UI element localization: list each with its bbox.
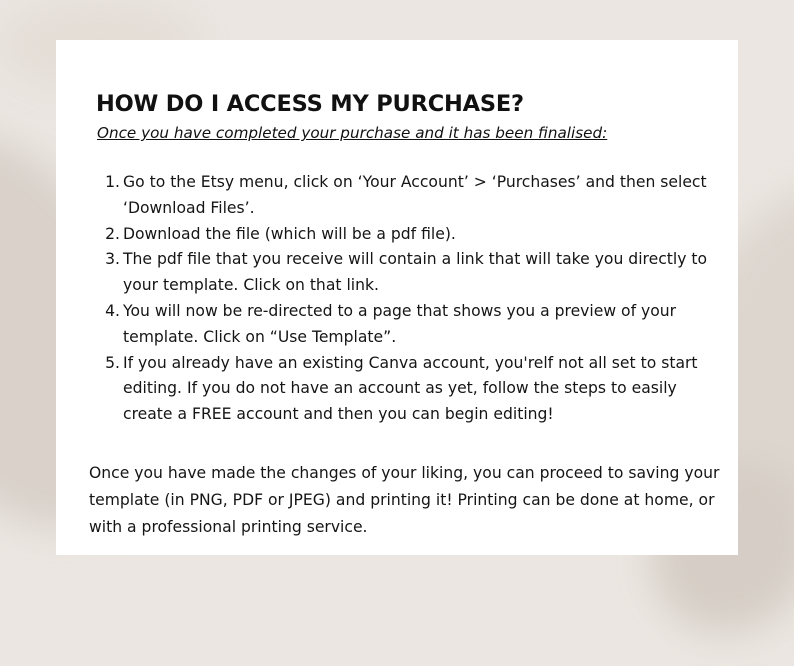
step-item bbox=[100, 222, 720, 248]
step-number: 5. bbox=[105, 353, 120, 372]
step-text: Download the file (which will be a pdf file). bbox=[123, 224, 456, 243]
closing-paragraph: Once you have made the changes of your liking, you can proceed to saving your template (in PNG, PDF or JPEG) and printing it! Printing can be done at home, or with a professional printing service. bbox=[89, 464, 720, 536]
step-number: 4. bbox=[105, 301, 120, 320]
subheading: Once you have completed your purchase and it has been finalised: bbox=[97, 124, 608, 142]
page-title: HOW DO I ACCESS MY PURCHASE? bbox=[96, 91, 524, 117]
step-text: Go to the Etsy menu, click on ‘Your Account’ > ‘Purchases’ and then select ‘Download Files’. bbox=[123, 173, 707, 217]
step-number: 2. bbox=[105, 224, 120, 243]
step-text: You will now be re-directed to a page that shows you a preview of your template. Click on “Use Template”. bbox=[123, 301, 677, 346]
instruction-card bbox=[56, 40, 738, 555]
step-item bbox=[100, 170, 720, 222]
step-number: 1. bbox=[105, 173, 120, 191]
step-item bbox=[100, 247, 720, 299]
steps-list bbox=[100, 170, 720, 428]
step-item bbox=[100, 351, 720, 428]
step-item bbox=[100, 299, 720, 351]
step-number: 3. bbox=[105, 250, 120, 269]
step-text: The pdf file that you receive will contain a link that will take you directly to your template. Click on that link. bbox=[123, 250, 708, 295]
step-text: If you already have an existing Canva account, you'relf not all set to start editing. If you do not have an account as yet, follow the steps to easily create a FREE account and then you can begin editing! bbox=[123, 353, 698, 424]
